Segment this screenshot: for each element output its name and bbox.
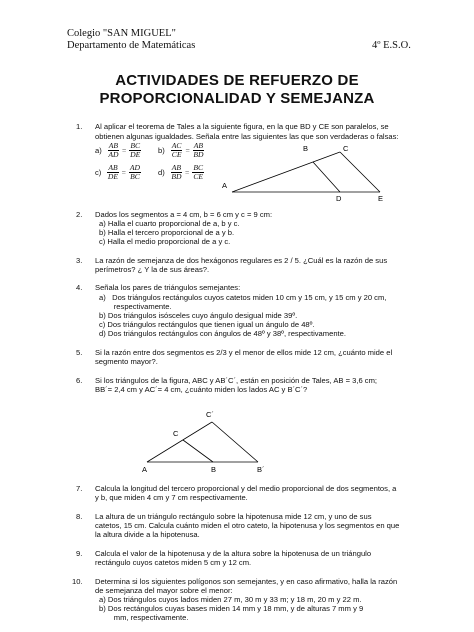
option-label: b) [158,146,165,155]
q4-item-a: a) Dos triángulos rectángulos cuyos catetos miden 10 cm y 15 cm, y 15 cm y 20 cm, [99,293,387,302]
q8-number: 8. [76,512,83,521]
equals-sign: = [185,168,190,177]
q2-item-c: c) Halla el medio proporcional de a y c. [99,237,231,246]
fraction: $\frac{AB}{BD}$ [171,163,182,181]
q7-line-1: Calcula la longitud del tercero proporcional y del medio proporcional de dos segmentos, a [95,484,397,493]
point-label-a: A [142,465,148,474]
q4-number: 4. [76,283,83,292]
q6-number: 6. [76,376,83,385]
point-label-b: B [303,144,309,153]
segment-bc [183,440,213,462]
q6-line-2: BB´= 2,4 cm y AC´= 4 cm, ¿cuánto miden los lados AC y B´C´? [95,385,308,394]
equals-sign: = [121,168,126,177]
point-label-b: B [211,465,217,474]
q2-item-a: a) Halla el cuarto proporcional de a, b y c. [99,219,240,228]
q9-number: 9. [76,549,83,558]
point-label-a: A [222,181,228,190]
segment-b-prime-c-prime [212,422,258,462]
q7-number: 7. [76,484,83,493]
q9-line-1: Calcula el valor de la hipotenusa y de la altura sobre la hipotenusa de un triángulo [95,549,372,558]
school-name: Colegio "SAN MIGUEL" [67,28,176,39]
q5-line-2: segmento mayor?. [95,357,158,366]
q3-line-1: La razón de semejanza de dos hexágonos regulares es 2 / 5. ¿Cuál es la razón de sus [95,256,388,265]
fraction: $\frac{AC}{CE}$ [171,141,182,159]
q5-line-1: Si la razón entre dos segmentos es 2/3 y el menor de ellos mide 12 cm, ¿cuánto mide el [95,348,393,357]
page-title-line-2: PROPORCIONALIDAD Y SEMEJANZA [99,90,375,107]
department-name: Departamento de Matemáticas [67,40,196,51]
segment-ac-prime [147,422,212,462]
q4-item-b: b) Dos triángulos isósceles cuyo ángulo desigual mide 39º. [99,311,298,320]
q3-number: 3. [76,256,83,265]
fraction: $\frac{BC}{DE}$ [130,141,141,159]
q4-item-d: d) Dos triángulos rectángulos con ángulos de 48º y 38º, respectivamente. [99,329,347,338]
fraction: $\frac{AB}{BD}$ [193,141,204,159]
q10-item-b-cont: mm, respectivamente. [99,613,189,622]
q2-text: Dados los segmentos a = 4 cm, b = 6 cm y c = 9 cm: [95,210,273,219]
grade-label: 4º E.S.O. [372,40,411,51]
option-label: a) [95,146,102,155]
point-label-c: C [173,429,179,438]
point-label-d: D [336,194,342,203]
q5-number: 5. [76,348,83,357]
equals-sign: = [185,146,190,155]
q2-number: 2. [76,210,83,219]
page-title-line-1: ACTIVIDADES DE REFUERZO DE [115,72,359,89]
q2-item-b: b) Halla el tercero proporcional de a y b. [99,228,235,237]
q7-line-2: y b, que miden 4 cm y 7 cm respectivamente. [95,493,248,502]
q10-item-b: b) Dos rectángulos cuyas bases miden 14 mm y 18 mm, y de alturas 7 mm y 9 [99,604,364,613]
point-label-c: C [343,144,349,153]
q8-line-1: La altura de un triángulo rectángulo sobre la hipotenusa mide 12 cm, y uno de sus [95,512,372,521]
q3-line-2: perímetros? ¿ Y la de sus áreas?. [95,265,210,274]
option-label: d) [158,168,165,177]
q10-item-a: a) Dos triángulos cuyos lados miden 27 m, 30 m y 33 m; y 18 m, 20 m y 22 m. [99,595,362,604]
q8-line-3: la altura divide a la hipotenusa. [95,530,200,539]
point-label-c-prime: C´ [206,410,214,419]
q10-number: 10. [72,577,83,586]
q10-line-2: de semejanza del mayor sobre el menor: [95,586,233,595]
q9-line-2: rectángulo cuyos catetos miden 5 cm y 12 cm. [95,558,252,567]
option-label: c) [95,168,102,177]
q1-text: Al aplicar el teorema de Tales a la siguiente figura, en la que BD y CE son paralelos, se obtienen algunas igualdades. Señala entre las siguientes las que son verdaderas o falsas: [95,122,399,142]
point-label-b-prime: B´ [257,465,265,474]
q4-item-a-cont: respectivamente. [99,302,172,311]
q6-line-1: Si los triángulos de la figura, ABC y AB´C´, están en posición de Tales, AB = 3,6 cm; [95,376,378,385]
q4-item-c: c) Dos triángulos rectángulos que tienen igual un ángulo de 48º. [99,320,315,329]
q4-text: Señala los pares de triángulos semejantes: [95,283,241,292]
fraction: $\frac{BC}{CE}$ [193,163,204,181]
fraction: $\frac{AB}{AD}$ [108,141,119,159]
equals-sign: = [122,146,127,155]
point-label-e: E [378,194,384,203]
q1-number: 1. [76,122,83,131]
fraction: $\frac{AB}{DE}$ [107,163,119,181]
fraction: $\frac{AD}{BC}$ [129,163,141,181]
q10-line-1: Determina si los siguientes polígonos son semejantes, y en caso afirmativo, halla la razón [95,577,398,586]
q8-line-2: catetos, 15 cm. Calcula cuánto miden el otro cateto, la hipotenusa y los segmentos en que [95,521,400,530]
